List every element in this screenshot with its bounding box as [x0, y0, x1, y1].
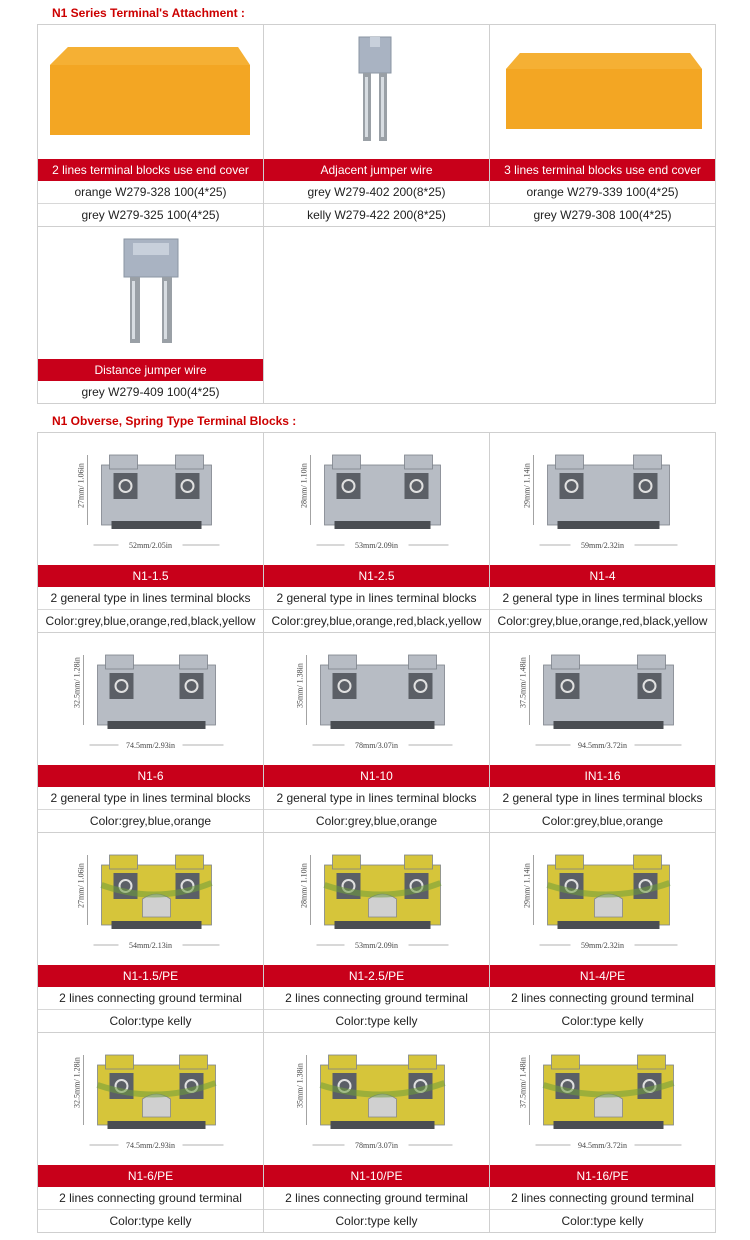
terminal-block-model: N1-10	[264, 765, 489, 787]
terminal-block-desc: 2 lines connecting ground terminal	[59, 1191, 242, 1205]
attachments-section-title	[52, 6, 245, 20]
width-dimension-label: 74.5mm/2.93in	[126, 1141, 175, 1150]
terminal-block-image	[264, 433, 489, 565]
terminal-block-model: N1-2.5/PE	[264, 965, 489, 987]
blocks-section-title	[52, 414, 296, 428]
terminal-block-icon	[38, 833, 263, 965]
terminal-block-model: N1-6/PE	[38, 1165, 263, 1187]
terminal-block-image	[490, 633, 715, 765]
terminal-block-card	[38, 633, 264, 833]
height-dimension-label: 37.5mm/ 1.48in	[518, 1057, 528, 1108]
terminal-block-desc: 2 lines connecting ground terminal	[511, 991, 694, 1005]
terminal-block-colors: Color:type kelly	[264, 1209, 489, 1232]
terminal-block-colors: Color:grey,blue,orange	[38, 809, 263, 832]
terminal-block-card	[490, 1033, 716, 1233]
terminal-block-image	[38, 1033, 263, 1165]
terminal-block-image	[490, 833, 715, 965]
attachment-line: grey W279-325 100(4*25)	[38, 203, 263, 226]
width-dimension-label: 78mm/3.07in	[355, 1141, 398, 1150]
attachment-card	[490, 25, 716, 227]
terminal-block-icon	[490, 433, 715, 565]
terminal-block-model: N1-6	[38, 765, 263, 787]
terminal-block-icon	[490, 1033, 715, 1165]
terminal-block-desc: 2 lines connecting ground terminal	[59, 991, 242, 1005]
terminal-block-desc: 2 lines connecting ground terminal	[285, 1191, 468, 1205]
terminal-block-colors: Color:type kelly	[490, 1009, 715, 1032]
attachment-card	[38, 227, 264, 404]
terminal-block-card	[490, 433, 716, 633]
terminal-block-model: N1-4	[490, 565, 715, 587]
terminal-block-colors: Color:grey,blue,orange,red,black,yellow	[264, 609, 489, 632]
end-cover-plate-icon	[38, 25, 263, 159]
section-prefix: N1	[52, 6, 68, 20]
terminal-block-icon	[490, 633, 715, 765]
section-prefix: N1	[52, 414, 68, 428]
height-dimension-label: 37.5mm/ 1.48in	[518, 657, 528, 708]
terminal-block-card	[490, 633, 716, 833]
attachment-line: grey W279-409 100(4*25)	[81, 385, 220, 399]
attachment-image	[38, 227, 263, 359]
width-dimension-label: 54mm/2.13in	[129, 941, 172, 950]
jumper-wire-icon	[38, 227, 263, 359]
terminal-block-card	[490, 833, 716, 1033]
attachment-title: Distance jumper wire	[38, 359, 263, 381]
attachments-table	[37, 24, 716, 404]
terminal-block-card	[264, 1033, 490, 1233]
height-dimension-label: 27mm/ 1.06in	[76, 863, 86, 908]
height-dimension-label: 29mm/ 1.14in	[522, 463, 532, 508]
terminal-block-image	[490, 1033, 715, 1165]
terminal-block-colors: Color:grey,blue,orange,red,black,yellow	[38, 609, 263, 632]
terminal-block-colors: Color:grey,blue,orange	[490, 809, 715, 832]
terminal-block-icon	[264, 833, 489, 965]
terminal-block-image	[38, 433, 263, 565]
terminal-block-desc: 2 lines connecting ground terminal	[285, 991, 468, 1005]
terminal-block-colors: Color:grey,blue,orange	[264, 809, 489, 832]
height-dimension-label: 32.5mm/ 1.28in	[72, 657, 82, 708]
terminal-block-image	[490, 433, 715, 565]
terminal-block-desc: 2 lines connecting ground terminal	[511, 1191, 694, 1205]
terminal-block-image	[264, 833, 489, 965]
terminal-block-card	[264, 633, 490, 833]
jumper-wire-icon	[264, 25, 489, 159]
terminal-block-image	[264, 1033, 489, 1165]
terminal-block-colors: Color:type kelly	[38, 1009, 263, 1032]
width-dimension-label: 52mm/2.05in	[129, 541, 172, 550]
terminal-block-colors: Color:type kelly	[490, 1209, 715, 1232]
terminal-block-image	[264, 633, 489, 765]
attachment-image	[490, 25, 715, 159]
height-dimension-label: 28mm/ 1.10in	[299, 863, 309, 908]
terminal-block-model: N1-1.5	[38, 565, 263, 587]
attachment-line: grey W279-402 200(8*25)	[307, 185, 446, 199]
attachment-title: Adjacent jumper wire	[264, 159, 489, 181]
terminal-block-image	[38, 633, 263, 765]
terminal-block-card	[264, 433, 490, 633]
width-dimension-label: 78mm/3.07in	[355, 741, 398, 750]
terminal-block-icon	[490, 833, 715, 965]
terminal-block-desc: 2 general type in lines terminal blocks	[502, 591, 703, 605]
terminal-block-desc: 2 general type in lines terminal blocks	[502, 791, 703, 805]
terminal-block-desc: 2 general type in lines terminal blocks	[50, 791, 251, 805]
width-dimension-label: 94.5mm/3.72in	[578, 1141, 627, 1150]
attachment-title: 2 lines terminal blocks use end cover	[38, 159, 263, 181]
attachment-card	[38, 25, 264, 227]
terminal-block-model: N1-10/PE	[264, 1165, 489, 1187]
width-dimension-label: 94.5mm/3.72in	[578, 741, 627, 750]
terminal-block-icon	[38, 433, 263, 565]
attachment-card	[264, 25, 490, 227]
terminal-block-colors: Color:grey,blue,orange,red,black,yellow	[490, 609, 715, 632]
attachment-image	[38, 25, 263, 159]
empty-cell	[264, 227, 716, 404]
end-cover-plate-icon	[490, 25, 715, 159]
terminal-block-desc: 2 general type in lines terminal blocks	[276, 791, 477, 805]
terminal-block-desc: 2 general type in lines terminal blocks	[276, 591, 477, 605]
terminal-block-model: N1-16/PE	[490, 1165, 715, 1187]
attachment-title: 3 lines terminal blocks use end cover	[490, 159, 715, 181]
width-dimension-label: 53mm/2.09in	[355, 541, 398, 550]
section-rest: Series Terminal's Attachment :	[67, 6, 245, 20]
terminal-block-icon	[264, 1033, 489, 1165]
attachment-image	[264, 25, 489, 159]
terminal-block-icon	[38, 633, 263, 765]
height-dimension-label: 29mm/ 1.14in	[522, 863, 532, 908]
terminal-block-model: N1-1.5/PE	[38, 965, 263, 987]
terminal-block-model: IN1-16	[490, 765, 715, 787]
terminal-block-card	[264, 833, 490, 1033]
attachment-line: orange W279-339 100(4*25)	[526, 185, 679, 199]
terminal-block-card	[38, 433, 264, 633]
terminal-block-model: N1-4/PE	[490, 965, 715, 987]
attachment-line: kelly W279-422 200(8*25)	[264, 203, 489, 226]
width-dimension-label: 59mm/2.32in	[581, 941, 624, 950]
width-dimension-label: 59mm/2.32in	[581, 541, 624, 550]
terminal-blocks-table	[37, 432, 716, 1233]
attachment-line: grey W279-308 100(4*25)	[490, 203, 715, 226]
width-dimension-label: 74.5mm/2.93in	[126, 741, 175, 750]
terminal-block-icon	[264, 633, 489, 765]
terminal-block-icon	[264, 433, 489, 565]
terminal-block-model: N1-2.5	[264, 565, 489, 587]
height-dimension-label: 27mm/ 1.06in	[76, 463, 86, 508]
height-dimension-label: 35mm/ 1.38in	[295, 663, 305, 708]
section-rest: Obverse, Spring Type Terminal Blocks :	[67, 414, 297, 428]
height-dimension-label: 35mm/ 1.38in	[295, 1063, 305, 1108]
terminal-block-colors: Color:type kelly	[38, 1209, 263, 1232]
attachment-line: orange W279-328 100(4*25)	[74, 185, 227, 199]
terminal-block-image	[38, 833, 263, 965]
terminal-block-desc: 2 general type in lines terminal blocks	[50, 591, 251, 605]
terminal-block-card	[38, 1033, 264, 1233]
height-dimension-label: 28mm/ 1.10in	[299, 463, 309, 508]
width-dimension-label: 53mm/2.09in	[355, 941, 398, 950]
terminal-block-colors: Color:type kelly	[264, 1009, 489, 1032]
terminal-block-card	[38, 833, 264, 1033]
height-dimension-label: 32.5mm/ 1.28in	[72, 1057, 82, 1108]
terminal-block-icon	[38, 1033, 263, 1165]
